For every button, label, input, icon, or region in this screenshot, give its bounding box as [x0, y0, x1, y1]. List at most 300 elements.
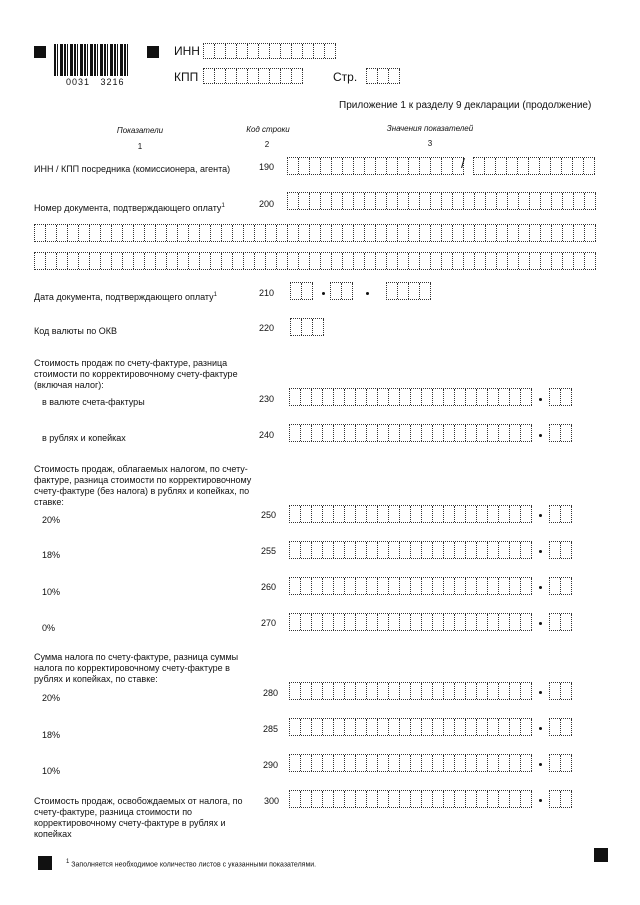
input-cell[interactable]	[475, 193, 486, 209]
input-cell[interactable]	[411, 683, 422, 699]
input-cell[interactable]	[290, 389, 301, 405]
input-cell[interactable]	[488, 791, 499, 807]
input-cell[interactable]	[488, 542, 499, 558]
input-cell[interactable]	[345, 614, 356, 630]
input-cell[interactable]	[365, 253, 376, 269]
input-cell[interactable]	[68, 253, 79, 269]
input-cell[interactable]	[574, 253, 585, 269]
input-cell[interactable]	[563, 225, 574, 241]
input-cell[interactable]	[455, 542, 466, 558]
input-cell[interactable]	[334, 506, 345, 522]
input-cell[interactable]	[79, 253, 90, 269]
input-cell[interactable]	[444, 578, 455, 594]
row-250-fraction-field[interactable]	[549, 505, 572, 523]
input-cell[interactable]	[455, 425, 466, 441]
input-cell[interactable]	[477, 614, 488, 630]
input-cell[interactable]	[530, 253, 541, 269]
input-cell[interactable]	[281, 69, 292, 83]
input-cell[interactable]	[101, 225, 112, 241]
input-cell[interactable]	[378, 683, 389, 699]
input-cell[interactable]	[270, 44, 281, 58]
input-cell[interactable]	[508, 253, 519, 269]
input-cell[interactable]	[112, 225, 123, 241]
input-cell[interactable]	[455, 506, 466, 522]
row-190-kpp-field[interactable]	[473, 157, 595, 175]
input-cell[interactable]	[521, 755, 532, 771]
input-cell[interactable]	[378, 425, 389, 441]
input-cell[interactable]	[57, 253, 68, 269]
input-cell[interactable]	[367, 791, 378, 807]
input-cell[interactable]	[248, 69, 259, 83]
input-cell[interactable]	[561, 542, 572, 558]
input-cell[interactable]	[301, 755, 312, 771]
input-cell[interactable]	[466, 719, 477, 735]
input-cell[interactable]	[313, 319, 324, 335]
input-cell[interactable]	[323, 578, 334, 594]
input-cell[interactable]	[466, 542, 477, 558]
input-cell[interactable]	[334, 389, 345, 405]
input-cell[interactable]	[477, 542, 488, 558]
input-cell[interactable]	[367, 69, 378, 83]
input-cell[interactable]	[510, 791, 521, 807]
input-cell[interactable]	[585, 225, 596, 241]
input-cell[interactable]	[444, 755, 455, 771]
input-cell[interactable]	[488, 506, 499, 522]
input-cell[interactable]	[398, 283, 409, 299]
input-cell[interactable]	[134, 225, 145, 241]
input-cell[interactable]	[378, 69, 389, 83]
input-cell[interactable]	[550, 389, 561, 405]
input-cell[interactable]	[574, 193, 585, 209]
row-230-fraction-field[interactable]	[549, 388, 572, 406]
input-cell[interactable]	[508, 225, 519, 241]
input-cell[interactable]	[552, 225, 563, 241]
input-cell[interactable]	[466, 578, 477, 594]
input-cell[interactable]	[409, 283, 420, 299]
input-cell[interactable]	[226, 44, 237, 58]
input-cell[interactable]	[488, 425, 499, 441]
input-cell[interactable]	[299, 193, 310, 209]
input-cell[interactable]	[550, 683, 561, 699]
input-cell[interactable]	[455, 719, 466, 735]
input-cell[interactable]	[521, 389, 532, 405]
input-cell[interactable]	[211, 225, 222, 241]
input-cell[interactable]	[433, 542, 444, 558]
input-cell[interactable]	[292, 44, 303, 58]
input-cell[interactable]	[204, 44, 215, 58]
input-cell[interactable]	[485, 158, 496, 174]
input-cell[interactable]	[301, 578, 312, 594]
input-cell[interactable]	[550, 719, 561, 735]
input-cell[interactable]	[510, 683, 521, 699]
input-cell[interactable]	[550, 542, 561, 558]
input-cell[interactable]	[387, 158, 398, 174]
input-cell[interactable]	[112, 253, 123, 269]
input-cell[interactable]	[411, 542, 422, 558]
input-cell[interactable]	[334, 425, 345, 441]
input-cell[interactable]	[422, 425, 433, 441]
input-cell[interactable]	[334, 542, 345, 558]
input-cell[interactable]	[400, 614, 411, 630]
input-cell[interactable]	[356, 683, 367, 699]
input-cell[interactable]	[365, 225, 376, 241]
input-cell[interactable]	[323, 389, 334, 405]
input-cell[interactable]	[442, 225, 453, 241]
input-cell[interactable]	[237, 69, 248, 83]
input-cell[interactable]	[466, 425, 477, 441]
input-cell[interactable]	[323, 755, 334, 771]
input-cell[interactable]	[552, 253, 563, 269]
input-cell[interactable]	[499, 578, 510, 594]
input-cell[interactable]	[550, 506, 561, 522]
input-cell[interactable]	[411, 614, 422, 630]
input-cell[interactable]	[488, 719, 499, 735]
input-cell[interactable]	[488, 578, 499, 594]
input-cell[interactable]	[299, 253, 310, 269]
input-cell[interactable]	[389, 791, 400, 807]
input-cell[interactable]	[477, 791, 488, 807]
input-cell[interactable]	[312, 755, 323, 771]
row-260-integer-field[interactable]	[289, 577, 532, 595]
input-cell[interactable]	[521, 614, 532, 630]
input-cell[interactable]	[477, 719, 488, 735]
row-285-integer-field[interactable]	[289, 718, 532, 736]
input-cell[interactable]	[552, 193, 563, 209]
input-cell[interactable]	[400, 542, 411, 558]
input-cell[interactable]	[233, 253, 244, 269]
input-cell[interactable]	[290, 506, 301, 522]
input-cell[interactable]	[499, 389, 510, 405]
input-cell[interactable]	[400, 389, 411, 405]
input-cell[interactable]	[35, 225, 46, 241]
input-cell[interactable]	[332, 253, 343, 269]
input-cell[interactable]	[510, 506, 521, 522]
input-cell[interactable]	[550, 578, 561, 594]
input-cell[interactable]	[541, 253, 552, 269]
input-cell[interactable]	[290, 719, 301, 735]
input-cell[interactable]	[550, 425, 561, 441]
input-cell[interactable]	[200, 225, 211, 241]
input-cell[interactable]	[356, 614, 367, 630]
input-cell[interactable]	[345, 425, 356, 441]
input-cell[interactable]	[550, 755, 561, 771]
input-cell[interactable]	[563, 253, 574, 269]
input-cell[interactable]	[266, 253, 277, 269]
input-cell[interactable]	[356, 425, 367, 441]
input-cell[interactable]	[518, 158, 529, 174]
input-cell[interactable]	[496, 158, 507, 174]
input-cell[interactable]	[499, 791, 510, 807]
input-cell[interactable]	[455, 791, 466, 807]
input-cell[interactable]	[444, 683, 455, 699]
input-cell[interactable]	[499, 614, 510, 630]
input-cell[interactable]	[488, 683, 499, 699]
input-cell[interactable]	[356, 755, 367, 771]
input-cell[interactable]	[521, 791, 532, 807]
row-250-integer-field[interactable]	[289, 505, 532, 523]
kpp-field[interactable]	[203, 68, 303, 84]
input-cell[interactable]	[248, 44, 259, 58]
input-cell[interactable]	[378, 614, 389, 630]
input-cell[interactable]	[574, 225, 585, 241]
input-cell[interactable]	[387, 193, 398, 209]
input-cell[interactable]	[145, 253, 156, 269]
row-290-integer-field[interactable]	[289, 754, 532, 772]
input-cell[interactable]	[354, 253, 365, 269]
input-cell[interactable]	[561, 389, 572, 405]
input-cell[interactable]	[387, 253, 398, 269]
page-number-field[interactable]	[366, 68, 400, 84]
input-cell[interactable]	[233, 225, 244, 241]
row-210-month-field[interactable]	[330, 282, 353, 300]
input-cell[interactable]	[68, 225, 79, 241]
input-cell[interactable]	[367, 683, 378, 699]
input-cell[interactable]	[411, 389, 422, 405]
input-cell[interactable]	[400, 425, 411, 441]
input-cell[interactable]	[389, 719, 400, 735]
input-cell[interactable]	[312, 506, 323, 522]
row-300-fraction-field[interactable]	[549, 790, 572, 808]
input-cell[interactable]	[497, 253, 508, 269]
input-cell[interactable]	[376, 225, 387, 241]
input-cell[interactable]	[433, 683, 444, 699]
input-cell[interactable]	[281, 44, 292, 58]
input-cell[interactable]	[422, 389, 433, 405]
input-cell[interactable]	[411, 719, 422, 735]
input-cell[interactable]	[321, 253, 332, 269]
input-cell[interactable]	[343, 253, 354, 269]
input-cell[interactable]	[332, 158, 343, 174]
input-cell[interactable]	[466, 755, 477, 771]
input-cell[interactable]	[442, 193, 453, 209]
input-cell[interactable]	[167, 225, 178, 241]
input-cell[interactable]	[302, 319, 313, 335]
input-cell[interactable]	[510, 719, 521, 735]
input-cell[interactable]	[343, 193, 354, 209]
input-cell[interactable]	[343, 158, 354, 174]
input-cell[interactable]	[323, 506, 334, 522]
input-cell[interactable]	[345, 506, 356, 522]
row-270-integer-field[interactable]	[289, 613, 532, 631]
input-cell[interactable]	[521, 719, 532, 735]
input-cell[interactable]	[561, 425, 572, 441]
input-cell[interactable]	[367, 389, 378, 405]
input-cell[interactable]	[442, 253, 453, 269]
input-cell[interactable]	[376, 253, 387, 269]
input-cell[interactable]	[488, 614, 499, 630]
inn-field[interactable]	[203, 43, 336, 59]
input-cell[interactable]	[420, 225, 431, 241]
input-cell[interactable]	[378, 578, 389, 594]
input-cell[interactable]	[561, 614, 572, 630]
input-cell[interactable]	[356, 542, 367, 558]
input-cell[interactable]	[314, 44, 325, 58]
input-cell[interactable]	[455, 578, 466, 594]
input-cell[interactable]	[331, 283, 342, 299]
input-cell[interactable]	[400, 755, 411, 771]
input-cell[interactable]	[288, 253, 299, 269]
input-cell[interactable]	[312, 425, 323, 441]
input-cell[interactable]	[323, 542, 334, 558]
row-200-field-line1[interactable]	[287, 192, 596, 210]
input-cell[interactable]	[367, 755, 378, 771]
input-cell[interactable]	[90, 253, 101, 269]
input-cell[interactable]	[541, 225, 552, 241]
input-cell[interactable]	[477, 425, 488, 441]
input-cell[interactable]	[453, 253, 464, 269]
input-cell[interactable]	[323, 425, 334, 441]
input-cell[interactable]	[444, 425, 455, 441]
input-cell[interactable]	[444, 506, 455, 522]
input-cell[interactable]	[529, 158, 540, 174]
row-220-field[interactable]	[290, 318, 324, 336]
input-cell[interactable]	[550, 614, 561, 630]
input-cell[interactable]	[530, 225, 541, 241]
input-cell[interactable]	[510, 542, 521, 558]
input-cell[interactable]	[530, 193, 541, 209]
input-cell[interactable]	[420, 193, 431, 209]
row-200-field-line2[interactable]	[34, 224, 596, 242]
input-cell[interactable]	[444, 791, 455, 807]
input-cell[interactable]	[156, 225, 167, 241]
input-cell[interactable]	[420, 283, 431, 299]
input-cell[interactable]	[266, 225, 277, 241]
input-cell[interactable]	[343, 225, 354, 241]
input-cell[interactable]	[411, 755, 422, 771]
input-cell[interactable]	[422, 614, 433, 630]
input-cell[interactable]	[226, 69, 237, 83]
input-cell[interactable]	[156, 253, 167, 269]
input-cell[interactable]	[455, 683, 466, 699]
input-cell[interactable]	[573, 158, 584, 174]
input-cell[interactable]	[189, 225, 200, 241]
input-cell[interactable]	[90, 225, 101, 241]
input-cell[interactable]	[291, 319, 302, 335]
input-cell[interactable]	[376, 158, 387, 174]
input-cell[interactable]	[376, 193, 387, 209]
input-cell[interactable]	[101, 253, 112, 269]
input-cell[interactable]	[398, 225, 409, 241]
input-cell[interactable]	[312, 791, 323, 807]
input-cell[interactable]	[332, 225, 343, 241]
input-cell[interactable]	[422, 683, 433, 699]
input-cell[interactable]	[288, 158, 299, 174]
row-290-fraction-field[interactable]	[549, 754, 572, 772]
input-cell[interactable]	[521, 542, 532, 558]
row-255-integer-field[interactable]	[289, 541, 532, 559]
input-cell[interactable]	[422, 791, 433, 807]
input-cell[interactable]	[301, 683, 312, 699]
input-cell[interactable]	[466, 683, 477, 699]
input-cell[interactable]	[46, 253, 57, 269]
input-cell[interactable]	[499, 506, 510, 522]
input-cell[interactable]	[367, 506, 378, 522]
input-cell[interactable]	[301, 614, 312, 630]
input-cell[interactable]	[422, 755, 433, 771]
input-cell[interactable]	[466, 506, 477, 522]
input-cell[interactable]	[211, 253, 222, 269]
input-cell[interactable]	[409, 158, 420, 174]
input-cell[interactable]	[345, 791, 356, 807]
input-cell[interactable]	[301, 719, 312, 735]
input-cell[interactable]	[321, 193, 332, 209]
input-cell[interactable]	[398, 158, 409, 174]
input-cell[interactable]	[292, 69, 303, 83]
input-cell[interactable]	[222, 225, 233, 241]
input-cell[interactable]	[422, 578, 433, 594]
input-cell[interactable]	[378, 506, 389, 522]
input-cell[interactable]	[389, 578, 400, 594]
input-cell[interactable]	[400, 683, 411, 699]
input-cell[interactable]	[345, 719, 356, 735]
input-cell[interactable]	[521, 683, 532, 699]
input-cell[interactable]	[312, 578, 323, 594]
input-cell[interactable]	[291, 283, 302, 299]
input-cell[interactable]	[541, 193, 552, 209]
input-cell[interactable]	[519, 225, 530, 241]
input-cell[interactable]	[389, 69, 400, 83]
input-cell[interactable]	[334, 614, 345, 630]
input-cell[interactable]	[563, 193, 574, 209]
input-cell[interactable]	[453, 193, 464, 209]
input-cell[interactable]	[325, 44, 336, 58]
input-cell[interactable]	[433, 755, 444, 771]
input-cell[interactable]	[422, 506, 433, 522]
input-cell[interactable]	[499, 542, 510, 558]
input-cell[interactable]	[301, 389, 312, 405]
input-cell[interactable]	[301, 791, 312, 807]
input-cell[interactable]	[255, 225, 266, 241]
input-cell[interactable]	[178, 253, 189, 269]
input-cell[interactable]	[79, 225, 90, 241]
input-cell[interactable]	[422, 719, 433, 735]
input-cell[interactable]	[519, 253, 530, 269]
input-cell[interactable]	[510, 578, 521, 594]
input-cell[interactable]	[123, 225, 134, 241]
input-cell[interactable]	[378, 755, 389, 771]
input-cell[interactable]	[561, 578, 572, 594]
input-cell[interactable]	[508, 193, 519, 209]
row-240-integer-field[interactable]	[289, 424, 532, 442]
input-cell[interactable]	[420, 158, 431, 174]
input-cell[interactable]	[521, 506, 532, 522]
input-cell[interactable]	[507, 158, 518, 174]
input-cell[interactable]	[497, 225, 508, 241]
input-cell[interactable]	[222, 253, 233, 269]
input-cell[interactable]	[433, 425, 444, 441]
input-cell[interactable]	[551, 158, 562, 174]
input-cell[interactable]	[57, 225, 68, 241]
input-cell[interactable]	[178, 225, 189, 241]
input-cell[interactable]	[378, 719, 389, 735]
input-cell[interactable]	[244, 225, 255, 241]
input-cell[interactable]	[431, 253, 442, 269]
input-cell[interactable]	[442, 158, 453, 174]
input-cell[interactable]	[477, 389, 488, 405]
input-cell[interactable]	[499, 683, 510, 699]
input-cell[interactable]	[342, 283, 353, 299]
input-cell[interactable]	[323, 791, 334, 807]
input-cell[interactable]	[433, 614, 444, 630]
input-cell[interactable]	[466, 614, 477, 630]
input-cell[interactable]	[378, 389, 389, 405]
input-cell[interactable]	[288, 193, 299, 209]
input-cell[interactable]	[354, 225, 365, 241]
input-cell[interactable]	[332, 193, 343, 209]
input-cell[interactable]	[486, 193, 497, 209]
input-cell[interactable]	[167, 253, 178, 269]
row-190-inn-field[interactable]	[287, 157, 464, 175]
